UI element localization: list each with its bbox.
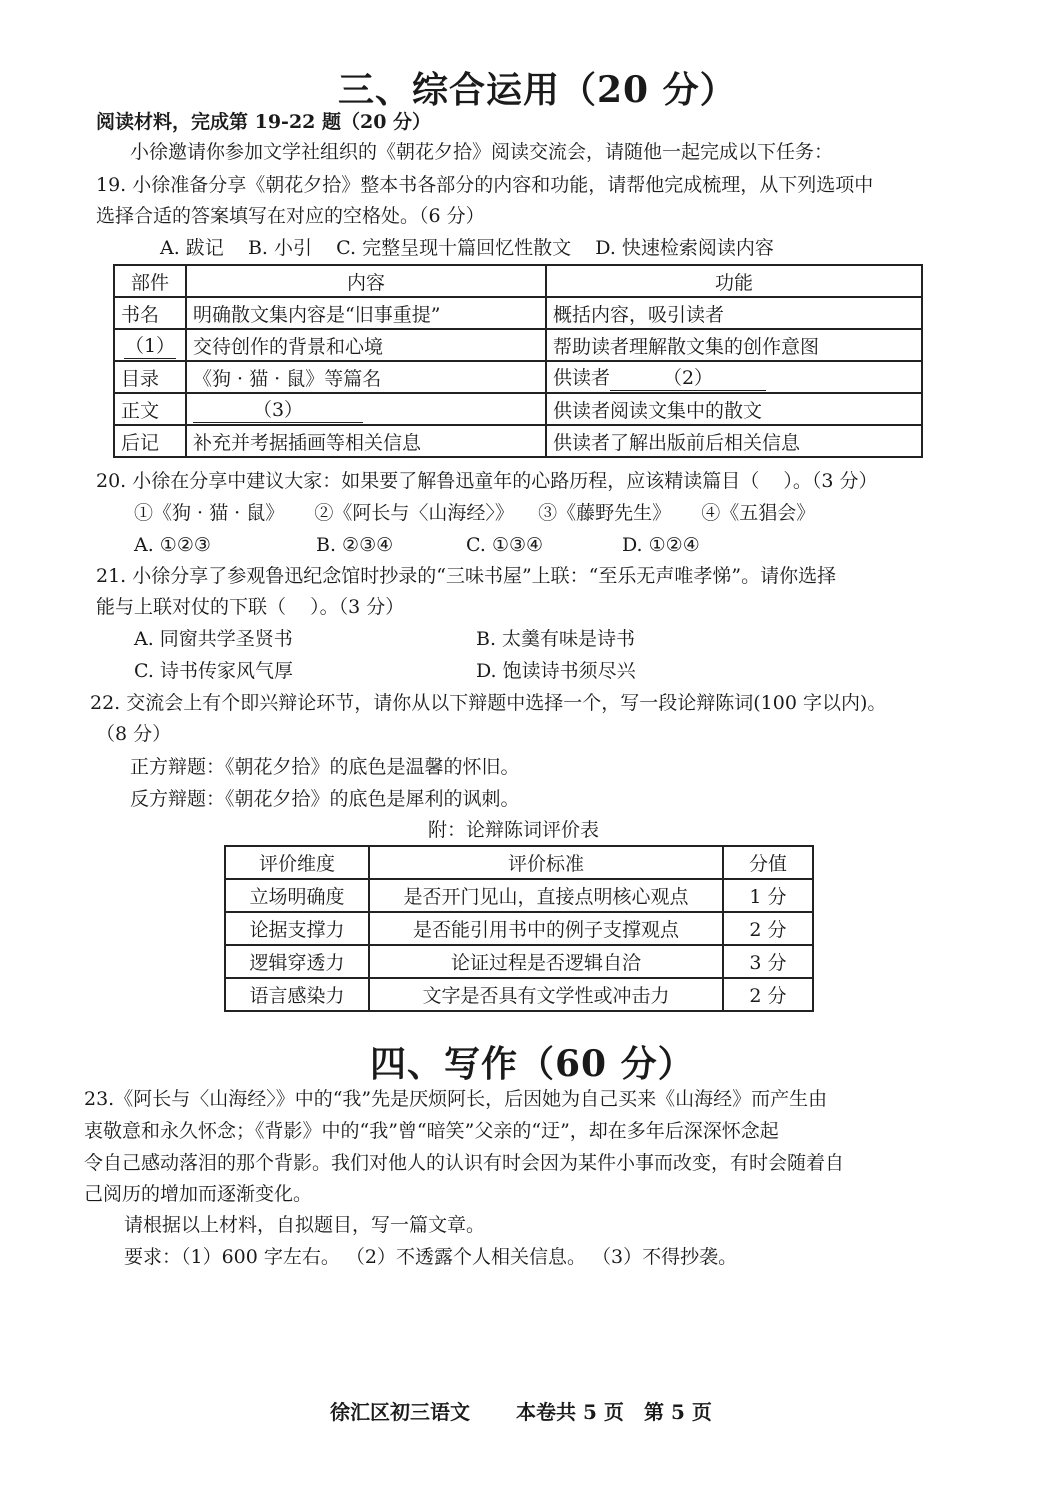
function-prefix: 供读者 — [553, 367, 611, 389]
table-header-row — [225, 846, 813, 879]
table-row — [114, 329, 922, 361]
row-score: 2 分 — [723, 978, 813, 1011]
q20-choice-a: A. ①②③ — [134, 534, 211, 556]
q23-line3: 令自己感动落泪的那个背影。我们对他人的认识有时会因为某件小事而改变，有时会随着自 — [84, 1152, 845, 1174]
row-dimension: 立场明确度 — [225, 879, 369, 912]
row-part: 后记 — [114, 425, 186, 457]
q19-line2: 选择合适的答案填写在对应的空格处。（6 分） — [96, 205, 485, 227]
section3-instruction: 阅读材料，完成第 19-22 题（20 分） — [96, 111, 432, 133]
q23-requirements: 要求：（1）600 字左右。 （2）不透露个人相关信息。 （3）不得抄袭。 — [124, 1246, 738, 1268]
q23-line2: 衷敬意和永久怀念；《背影》中的“我”曾“暗笑”父亲的“迂”，却在多年后深深怀念起 — [84, 1120, 779, 1142]
q21-choice-d: D. 饱读诗书须尽兴 — [476, 660, 636, 682]
row-score: 2 分 — [723, 912, 813, 945]
q19-table — [113, 264, 923, 458]
answer-blank-2[interactable]: （2） — [610, 363, 766, 391]
header-dimension: 评价维度 — [225, 846, 369, 879]
answer-blank-3[interactable]: （3） — [193, 395, 363, 423]
q20-choice-d: D. ①②④ — [622, 534, 700, 556]
row-content: 明确散文集内容是“旧事重提” — [186, 297, 546, 329]
row-part — [114, 329, 186, 361]
row-function: 帮助读者理解散文集的创作意图 — [546, 329, 922, 361]
q19-line1: 19. 小徐准备分享《朝花夕拾》整本书各部分的内容和功能，请帮他完成梳理，从下列选项中 — [96, 174, 874, 196]
footer-page-number: 第 5 页 — [644, 1400, 712, 1424]
section3-intro: 小徐邀请你参加文学社组织的《朝花夕拾》阅读交流会，请随他一起完成以下任务： — [130, 141, 834, 163]
q23-line4: 己阅历的增加而逐渐变化。 — [84, 1183, 313, 1205]
q22-line2: （8 分） — [96, 723, 172, 745]
table-row — [225, 912, 813, 945]
q21-line1: 21. 小徐分享了参观鲁迅纪念馆时抄录的“三味书屋”上联：“至乐无声唯孝悌”。请你选择 — [96, 565, 837, 587]
q22-pro-topic: 正方辩题：《朝花夕拾》的底色是温馨的怀旧。 — [130, 756, 520, 778]
table-row — [114, 393, 922, 425]
row-standard: 文字是否具有文学性或冲击力 — [369, 978, 723, 1011]
table-row — [114, 425, 922, 457]
row-part: 目录 — [114, 361, 186, 393]
row-standard: 是否能引用书中的例子支撑观点 — [369, 912, 723, 945]
header-function: 功能 — [546, 265, 922, 297]
q20-items: ①《狗 · 猫 · 鼠》 ②《阿长与〈山海经〉》 ③《藤野先生》 ④《五猖会》 — [134, 502, 816, 524]
row-standard: 论证过程是否逻辑自洽 — [369, 945, 723, 978]
row-content — [186, 393, 546, 425]
row-function: 供读者阅读文集中的散文 — [546, 393, 922, 425]
footer-total-pages: 本卷共 5 页 — [516, 1400, 624, 1424]
table-row — [225, 879, 813, 912]
header-content: 内容 — [186, 265, 546, 297]
q23-task: 请根据以上材料，自拟题目，写一篇文章。 — [124, 1214, 486, 1236]
row-score: 1 分 — [723, 879, 813, 912]
q23-line1: 23.《阿长与〈山海经〉》中的“我”先是厌烦阿长，后因她为自己买来《山海经》而产生由 — [84, 1088, 828, 1110]
q22-con-topic: 反方辩题：《朝花夕拾》的底色是犀利的讽刺。 — [130, 788, 520, 810]
q21-choice-b: B. 太羹有味是诗书 — [476, 628, 636, 650]
section4-title: 四、写作（60 分） — [370, 1043, 695, 1085]
header-part: 部件 — [114, 265, 186, 297]
row-part: 正文 — [114, 393, 186, 425]
header-standard: 评价标准 — [369, 846, 723, 879]
footer-school: 徐汇区初三语文 — [330, 1400, 470, 1424]
answer-blank-1[interactable]: （1） — [124, 331, 176, 359]
q21-choice-a: A. 同窗共学圣贤书 — [134, 628, 293, 650]
row-content: 《狗 · 猫 · 鼠》等篇名 — [186, 361, 546, 393]
table-row — [114, 297, 922, 329]
q20-choice-c: C. ①③④ — [466, 534, 544, 556]
q22-eval-table — [224, 845, 814, 1012]
row-score: 3 分 — [723, 945, 813, 978]
row-part: 书名 — [114, 297, 186, 329]
table-row — [225, 945, 813, 978]
row-dimension: 逻辑穿透力 — [225, 945, 369, 978]
table-row — [114, 361, 922, 393]
row-dimension: 论据支撑力 — [225, 912, 369, 945]
row-function — [546, 361, 922, 393]
row-content: 补充并考据插画等相关信息 — [186, 425, 546, 457]
q22-table-title: 附：论辩陈词评价表 — [428, 819, 600, 841]
q21-choice-c: C. 诗书传家风气厚 — [134, 660, 293, 682]
q21-line2: 能与上联对仗的下联（ ）。（3 分） — [96, 596, 405, 618]
q20-choice-b: B. ②③④ — [316, 534, 394, 556]
q22-line1: 22. 交流会上有个即兴辩论环节，请你从以下辩题中选择一个，写一段论辩陈词(100 字以内)。 — [90, 692, 887, 714]
row-function: 概括内容，吸引读者 — [546, 297, 922, 329]
row-function: 供读者了解出版前后相关信息 — [546, 425, 922, 457]
row-standard: 是否开门见山，直接点明核心观点 — [369, 879, 723, 912]
table-header-row — [114, 265, 922, 297]
section3-title: 三、综合运用（20 分） — [338, 69, 737, 111]
table-row — [225, 978, 813, 1011]
q19-options: A. 跋记 B. 小引 C. 完整呈现十篇回忆性散文 D. 快速检索阅读内容 — [160, 237, 774, 259]
row-dimension: 语言感染力 — [225, 978, 369, 1011]
header-score: 分值 — [723, 846, 813, 879]
q20-line1: 20. 小徐在分享中建议大家：如果要了解鲁迅童年的心路历程，应该精读篇目（ ）。（3 分） — [96, 470, 878, 492]
row-content: 交待创作的背景和心境 — [186, 329, 546, 361]
